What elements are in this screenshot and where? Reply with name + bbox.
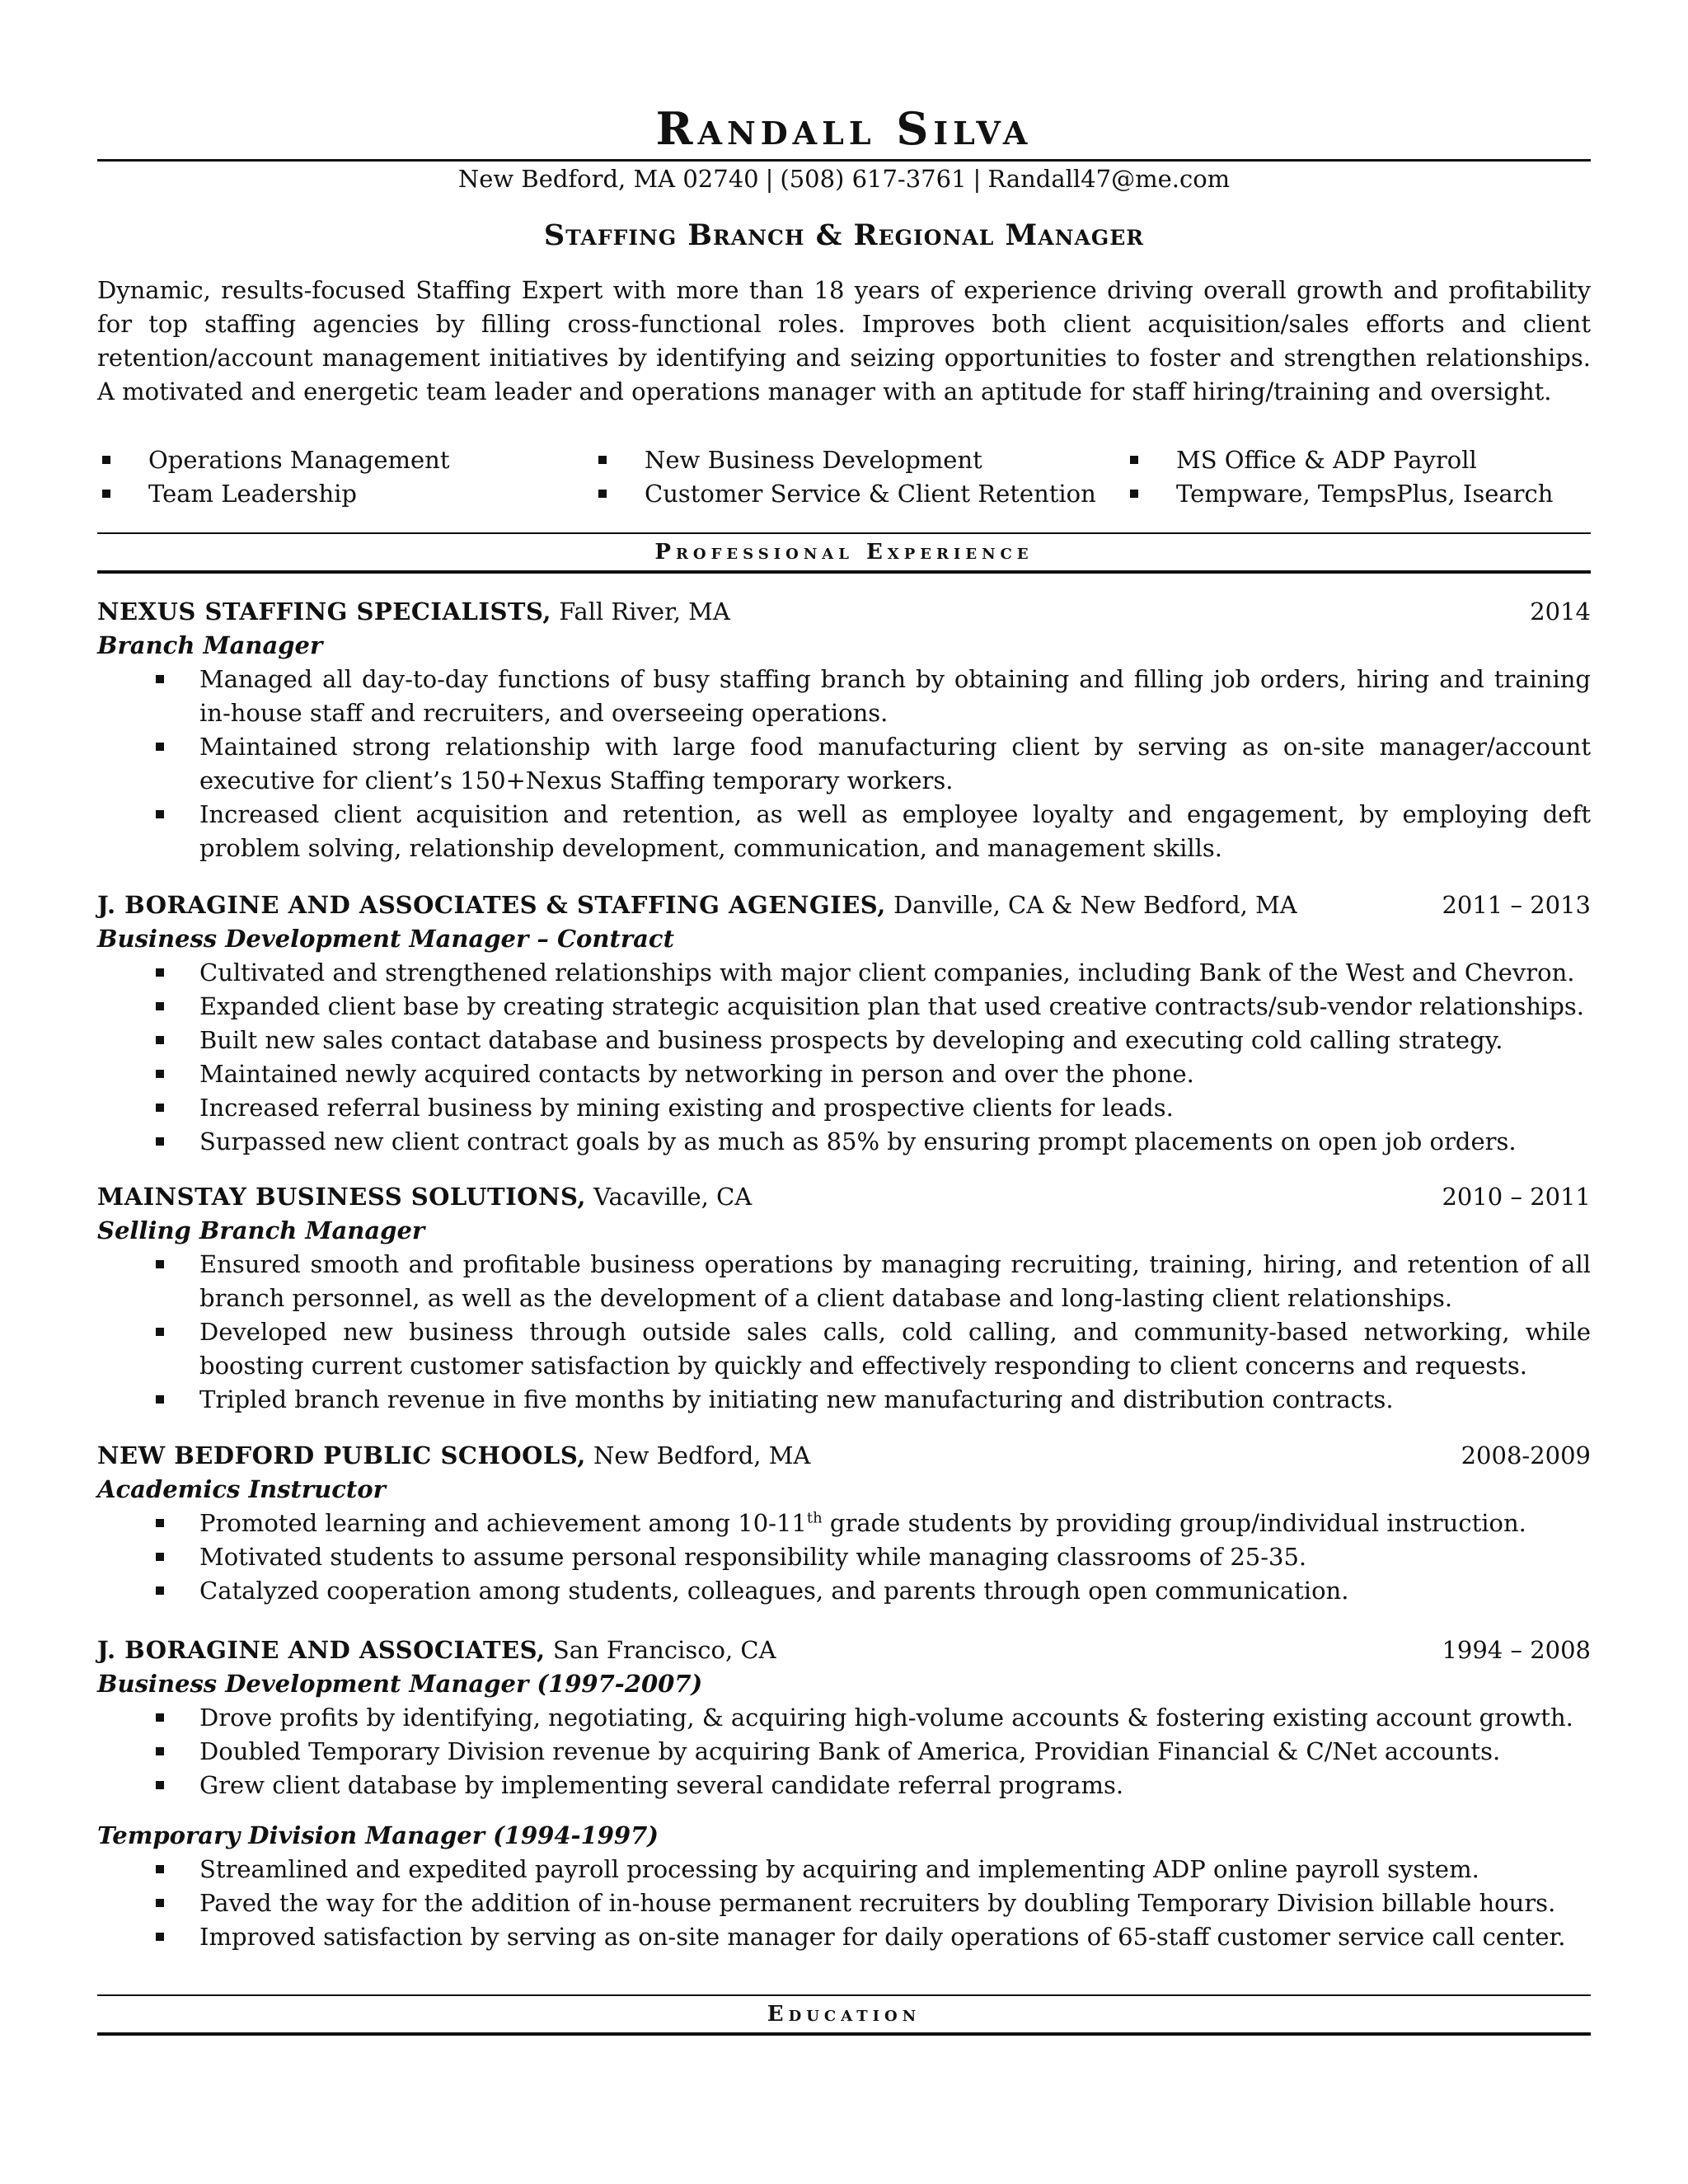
section-rule-top bbox=[97, 1994, 1591, 1996]
list-item: Built new sales contact database and business prospects by developing and executing cold calling strategy. bbox=[97, 1024, 1591, 1057]
job-bullets bbox=[97, 663, 1591, 865]
section-heading-education: Education bbox=[767, 2002, 921, 2027]
contact-email[interactable]: Randall47@me.com bbox=[987, 165, 1231, 193]
job-title: Academics Instructor bbox=[97, 1475, 386, 1503]
job-header bbox=[97, 1180, 1591, 1214]
skill-item: Team Leadership bbox=[97, 477, 450, 511]
bullet-square-icon bbox=[156, 1036, 164, 1044]
job-title: Business Development Manager (1997-2007) bbox=[97, 1670, 703, 1698]
job-title: Business Development Manager – Contract bbox=[97, 925, 674, 953]
job-header bbox=[97, 1633, 1591, 1667]
employer-name: J. BORAGINE AND ASSOCIATES & STAFFING AGENGIES, bbox=[97, 891, 886, 919]
list-item: Motivated students to assume personal responsibility while managing classrooms of 25-35. bbox=[97, 1540, 1591, 1574]
bullet-square-icon bbox=[156, 1781, 164, 1789]
bullet-square-icon bbox=[156, 1933, 164, 1941]
skill-item: Customer Service & Client Retention bbox=[593, 477, 1096, 511]
skills-column-1 bbox=[97, 443, 450, 511]
bullet-square-icon bbox=[156, 1519, 164, 1527]
employer-location: Fall River, MA bbox=[551, 598, 730, 626]
job-dates: 2014 bbox=[1530, 598, 1591, 626]
job-header bbox=[97, 595, 1591, 629]
bullet-square-icon bbox=[102, 456, 110, 464]
list-item: Increased referral business by mining existing and prospective clients for leads. bbox=[97, 1091, 1591, 1125]
section-rule-bottom bbox=[97, 570, 1591, 574]
bullet-square-icon bbox=[156, 1713, 164, 1722]
list-item: Maintained strong relationship with large food manufacturing client by serving as on-site manager/account executive for client’s 150+Nexus Staffing temporary workers. bbox=[97, 730, 1591, 798]
skill-item: New Business Development bbox=[593, 443, 1096, 477]
job-dates: 2008-2009 bbox=[1461, 1441, 1591, 1469]
skills-column-2 bbox=[593, 443, 1096, 511]
bullet-square-icon bbox=[156, 1002, 164, 1010]
job-entry bbox=[97, 1180, 1591, 1417]
list-item: Streamlined and expedited payroll processing by acquiring and implementing ADP online payroll system. bbox=[97, 1853, 1591, 1886]
job-entry bbox=[97, 888, 1591, 1159]
bullet-square-icon bbox=[598, 456, 607, 464]
list-item: Paved the way for the addition of in-house permanent recruiters by doubling Temporary Division billable hours. bbox=[97, 1886, 1591, 1920]
job-title: Branch Manager bbox=[97, 631, 323, 659]
list-item: Developed new business through outside sales calls, cold calling, and community-based networking, while boosting current customer satisfaction by quickly and effectively responding to client concerns and requests. bbox=[97, 1315, 1591, 1383]
list-item: Grew client database by implementing several candidate referral programs. bbox=[97, 1769, 1591, 1802]
contact-phone: (508) 617-3761 bbox=[780, 165, 967, 193]
employer-name: NEW BEDFORD PUBLIC SCHOOLS, bbox=[97, 1441, 586, 1469]
job-header bbox=[97, 1439, 1591, 1473]
employer-location: San Francisco, CA bbox=[545, 1636, 776, 1664]
job-dates: 1994 – 2008 bbox=[1442, 1636, 1591, 1664]
bullet-square-icon bbox=[156, 1328, 164, 1336]
job-header bbox=[97, 888, 1591, 922]
bullet-square-icon bbox=[156, 743, 164, 751]
skills-column-3 bbox=[1125, 443, 1553, 511]
list-item: Doubled Temporary Division revenue by acquiring Bank of America, Providian Financial & C/Net accounts. bbox=[97, 1735, 1591, 1769]
list-item: Increased client acquisition and retention, as well as employee loyalty and engagement, by employing deft problem solving, relationship development, communication, and management skills. bbox=[97, 798, 1591, 865]
job-bullets bbox=[97, 956, 1591, 1159]
job-title: Temporary Division Manager (1994-1997) bbox=[97, 1821, 659, 1849]
list-item: Improved satisfaction by serving as on-site manager for daily operations of 65-staff customer service call center. bbox=[97, 1920, 1591, 1954]
employer-name: J. BORAGINE AND ASSOCIATES, bbox=[97, 1636, 546, 1664]
job-entry bbox=[97, 1633, 1591, 1954]
employer-name: MAINSTAY BUSINESS SOLUTIONS, bbox=[97, 1183, 586, 1211]
section-rule-bottom bbox=[97, 2032, 1591, 2036]
bullet-square-icon bbox=[156, 1137, 164, 1146]
bullet-square-icon bbox=[1130, 490, 1138, 498]
job-dates: 2010 – 2011 bbox=[1442, 1183, 1591, 1211]
job-title: Selling Branch Manager bbox=[97, 1216, 425, 1244]
contact-location: New Bedford, MA 02740 bbox=[457, 165, 759, 193]
contact-separator: | bbox=[973, 165, 982, 193]
job-dates: 2011 – 2013 bbox=[1442, 891, 1591, 919]
bullet-square-icon bbox=[156, 1553, 164, 1561]
list-item: Expanded client base by creating strategic acquisition plan that used creative contracts/sub-vendor relationships. bbox=[97, 990, 1591, 1024]
skill-item: MS Office & ADP Payroll bbox=[1125, 443, 1553, 477]
employer-location: Danville, CA & New Bedford, MA bbox=[885, 891, 1297, 919]
job-bullets bbox=[97, 1507, 1591, 1608]
candidate-name: Randall Silva bbox=[655, 102, 1033, 155]
section-heading-experience: Professional Experience bbox=[654, 540, 1034, 565]
list-item: Surpassed new client contract goals by as much as 85% by ensuring prompt placements on open job orders. bbox=[97, 1125, 1591, 1159]
bullet-square-icon bbox=[1130, 456, 1138, 464]
list-item: Cultivated and strengthened relationships with major client companies, including Bank of the West and Chevron. bbox=[97, 956, 1591, 990]
bullet-square-icon bbox=[156, 1070, 164, 1078]
employer-name: NEXUS STAFFING SPECIALISTS, bbox=[97, 598, 551, 626]
employer-location: New Bedford, MA bbox=[585, 1441, 811, 1469]
bullet-square-icon bbox=[156, 1899, 164, 1907]
list-item: Managed all day-to-day functions of busy staffing branch by obtaining and filling job orders, hiring and training in-house staff and recruiters, and overseeing operations. bbox=[97, 663, 1591, 730]
contact-separator: | bbox=[765, 165, 774, 193]
bullet-square-icon bbox=[156, 1395, 164, 1404]
list-item: Promoted learning and achievement among 10-11th grade students by providing group/individual instruction. bbox=[97, 1507, 1591, 1540]
bullet-square-icon bbox=[156, 1260, 164, 1268]
bullet-square-icon bbox=[156, 968, 164, 977]
job-bullets bbox=[97, 1701, 1591, 1802]
bullet-square-icon bbox=[156, 1865, 164, 1873]
bullet-square-icon bbox=[156, 810, 164, 818]
job-entry bbox=[97, 1439, 1591, 1608]
job-entry bbox=[97, 595, 1591, 865]
bullet-square-icon bbox=[156, 1747, 164, 1755]
list-item: Catalyzed cooperation among students, colleagues, and parents through open communication. bbox=[97, 1574, 1591, 1608]
employer-location: Vacaville, CA bbox=[585, 1183, 753, 1211]
list-item: Maintained newly acquired contacts by networking in person and over the phone. bbox=[97, 1057, 1591, 1091]
bullet-square-icon bbox=[598, 490, 607, 498]
job-bullets bbox=[97, 1853, 1591, 1954]
bullet-square-icon bbox=[102, 490, 110, 498]
list-item: Drove profits by identifying, negotiating, & acquiring high-volume accounts & fostering existing account growth. bbox=[97, 1701, 1591, 1735]
job-bullets bbox=[97, 1248, 1591, 1417]
summary-paragraph: Dynamic, results-focused Staffing Expert with more than 18 years of experience driving overall growth and profitability for top staffing agencies by filling cross-functional roles. Improves both client acquisition/sales efforts and client retention/account management initiatives by identifying and seizing opportunities to foster and strengthen relationships. A motivated and energetic team leader and operations manager with an aptitude for staff hiring/training and oversight. bbox=[97, 276, 1591, 405]
skill-item: Operations Management bbox=[97, 443, 450, 477]
bullet-square-icon bbox=[156, 675, 164, 683]
list-item: Tripled branch revenue in five months by initiating new manufacturing and distribution contracts. bbox=[97, 1383, 1591, 1417]
skill-item: Tempware, TempsPlus, Isearch bbox=[1125, 477, 1553, 511]
section-rule-top bbox=[97, 532, 1591, 534]
bullet-square-icon bbox=[156, 1104, 164, 1112]
headline: Staffing Branch & Regional Manager bbox=[543, 218, 1145, 252]
contact-line bbox=[97, 162, 1591, 196]
list-item: Ensured smooth and profitable business operations by managing recruiting, training, hiring, and retention of all branch personnel, as well as the development of a client database and long-lasting client relationships. bbox=[97, 1248, 1591, 1315]
bullet-square-icon bbox=[156, 1586, 164, 1595]
